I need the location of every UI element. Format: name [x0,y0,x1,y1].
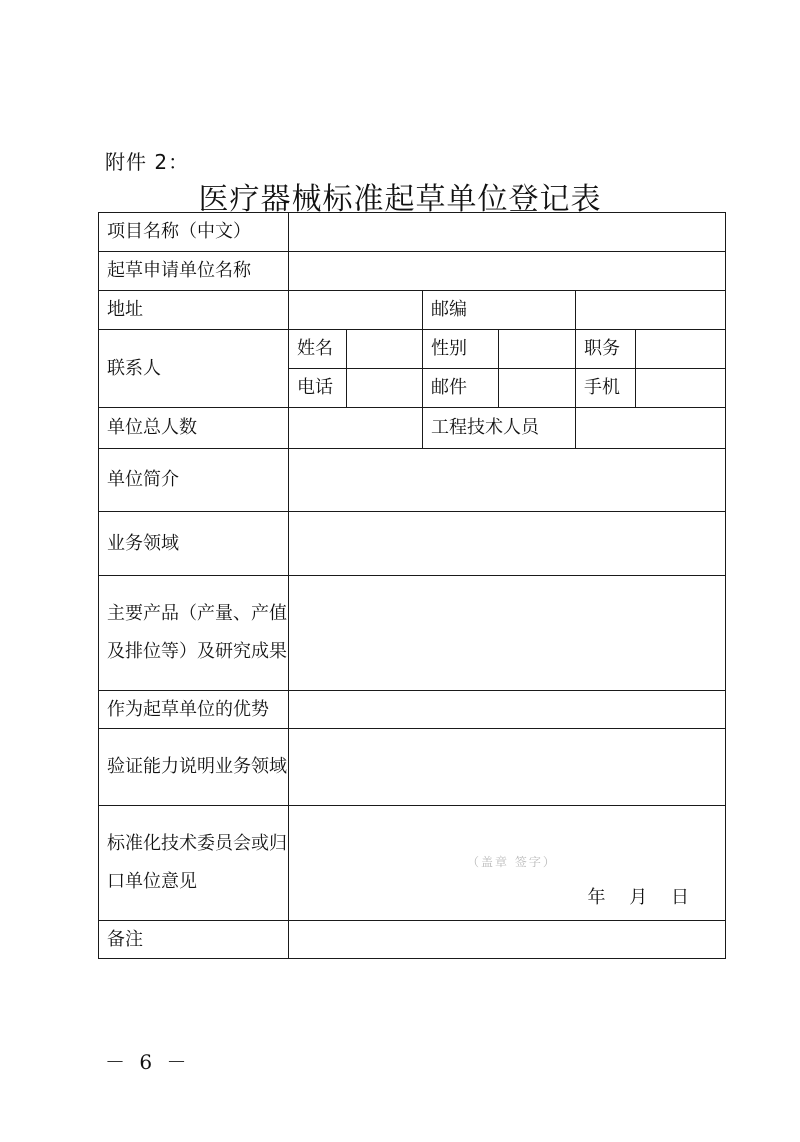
field-verification[interactable] [289,729,726,806]
field-postcode[interactable] [576,291,726,330]
row-business-field [99,512,726,576]
field-applicant-unit[interactable] [289,252,726,291]
field-phone[interactable] [347,369,423,408]
label-engineers: 工程技术人员 [423,408,576,449]
row-committee-opinion [99,806,726,921]
row-advantages [99,691,726,729]
row-unit-intro [99,449,726,512]
row-project-name [99,213,726,252]
label-main-products: 主要产品（产量、产值及排位等）及研究成果 [99,576,289,691]
date-month: 月 [629,887,648,908]
label-contact: 联系人 [99,330,289,408]
field-committee-opinion[interactable] [289,806,726,921]
label-business-field: 业务领域 [99,512,289,576]
attachment-label: 附件 2： [105,150,190,174]
page-number: － 6 － [105,1050,191,1074]
row-applicant-unit [99,252,726,291]
field-engineers[interactable] [576,408,726,449]
field-gender[interactable] [499,330,576,369]
field-main-products[interactable] [289,576,726,691]
form-title: 医疗器械标准起草单位登记表 [198,182,602,217]
label-committee-opinion: 标准化技术委员会或归口单位意见 [99,806,289,921]
field-email[interactable] [499,369,576,408]
date-year: 年 [587,887,606,908]
registration-form-table [98,212,726,959]
field-name[interactable] [347,330,423,369]
field-position[interactable] [636,330,726,369]
label-name: 姓名 [289,330,347,369]
label-applicant-unit: 起草申请单位名称 [99,252,289,291]
label-postcode: 邮编 [423,291,576,330]
field-remarks[interactable] [289,921,726,959]
label-email: 邮件 [423,369,499,408]
label-phone: 电话 [289,369,347,408]
row-remarks [99,921,726,959]
field-unit-intro[interactable] [289,449,726,512]
label-verification: 验证能力说明业务领域 [99,729,289,806]
field-project-name[interactable] [289,213,726,252]
row-main-products [99,576,726,691]
label-advantages: 作为起草单位的优势 [99,691,289,729]
label-unit-intro: 单位简介 [99,449,289,512]
stamp-mark: （盖章 签字） [467,855,557,869]
date-day: 日 [671,887,689,908]
label-gender: 性别 [423,330,499,369]
label-remarks: 备注 [99,921,289,959]
row-staff [99,408,726,449]
label-project-name: 项目名称（中文） [99,213,289,252]
date-line [570,880,689,916]
row-contact-1 [99,330,726,369]
label-address: 地址 [99,291,289,330]
field-business-field[interactable] [289,512,726,576]
field-advantages[interactable] [289,691,726,729]
row-verification [99,729,726,806]
row-address [99,291,726,330]
field-total-staff[interactable] [289,408,423,449]
label-total-staff: 单位总人数 [99,408,289,449]
field-address[interactable] [289,291,423,330]
label-mobile: 手机 [576,369,636,408]
field-mobile[interactable] [636,369,726,408]
label-position: 职务 [576,330,636,369]
